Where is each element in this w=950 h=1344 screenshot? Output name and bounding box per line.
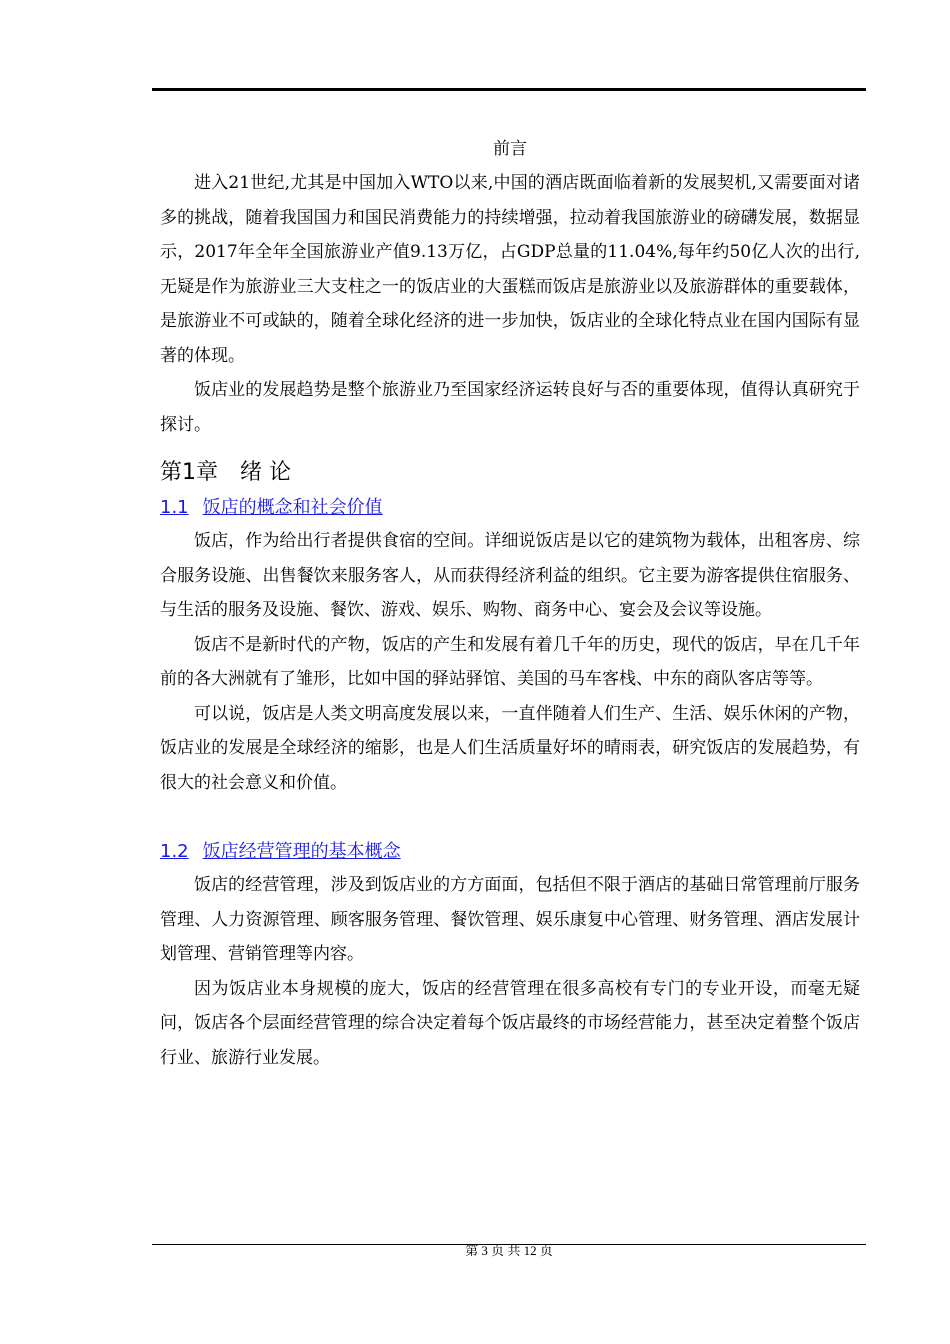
preface-paragraph: 饭店业的发展趋势是整个旅游业乃至国家经济运转良好与否的重要体现，值得认真研究于探讨。	[160, 380, 860, 435]
section-number: 1.2	[160, 841, 189, 862]
chapter-heading	[160, 454, 860, 492]
document-body	[160, 132, 860, 1075]
section-paragraph: 饭店不是新时代的产物，饭店的产生和发展有着几千年的历史，现代的饭店，早在几千年前的各大洲就有了雏形，比如中国的驿站驿馆、美国的马车客栈、中东的商队客店等等。	[160, 634, 860, 689]
section-number: 1.1	[160, 497, 189, 518]
section-heading-1-1[interactable]	[160, 492, 860, 524]
section-title: 饭店经营管理的基本概念	[202, 841, 401, 862]
preface-paragraph: 进入21世纪,尤其是中国加入WTO以来,中国的酒店既面临着新的发展契机,又需要面对诸多的挑战，随着我国国力和国民消费能力的持续增强，拉动着我国旅游业的磅礴发展，数据显示，2017年全年全国旅游业产值9.13万亿，占GDP总量的11.04%,每年约50亿人次的出行,无疑是作为旅游业三大支柱之一的饭店业的大蛋糕而饭店是旅游业以及旅游群体的重要载体，是旅游业不可或缺的，随着全球化经济的进一步加快，饭店业的全球化特点业在国内国际有显著的体现。	[160, 173, 860, 366]
page-number-footer: 第 3 页 共 12 页	[465, 1243, 553, 1258]
chapter-number: 第1章	[160, 460, 218, 485]
chapter-title: 绪 论	[240, 460, 291, 485]
section-title: 饭店的概念和社会价值	[202, 497, 383, 518]
header-rule	[152, 88, 866, 91]
section-paragraph: 可以说，饭店是人类文明高度发展以来，一直伴随着人们生产、生活、娱乐休闲的产物，饭店业的发展是全球经济的缩影，也是人们生活质量好坏的晴雨表，研究饭店的发展趋势，有很大的社会意义和价值。	[160, 703, 860, 793]
section-paragraph: 饭店的经营管理，涉及到饭店业的方方面面，包括但不限于酒店的基础日常管理前厅服务管理、人力资源管理、顾客服务管理、餐饮管理、娱乐康复中心管理、财务管理、酒店发展计划管理、营销管理等内容。	[160, 875, 860, 964]
section-heading-1-2[interactable]	[160, 836, 860, 868]
section-paragraph: 因为饭店业本身规模的庞大，饭店的经营管理在很多高校有专门的专业开设，而毫无疑问，饭店各个层面经营管理的综合决定着每个饭店最终的市场经营能力，甚至决定着整个饭店行业、旅游行业发展。	[160, 978, 860, 1068]
section-paragraph: 饭店，作为给出行者提供食宿的空间。详细说饭店是以它的建筑物为载体，出租客房、综合服务设施、出售餐饮来服务客人，从而获得经济利益的组织。它主要为游客提供住宿服务、与生活的服务及设施、餐饮、游戏、娱乐、购物、商务中心、宴会及会议等设施。	[160, 531, 860, 620]
preface-title: 前言	[493, 139, 527, 159]
